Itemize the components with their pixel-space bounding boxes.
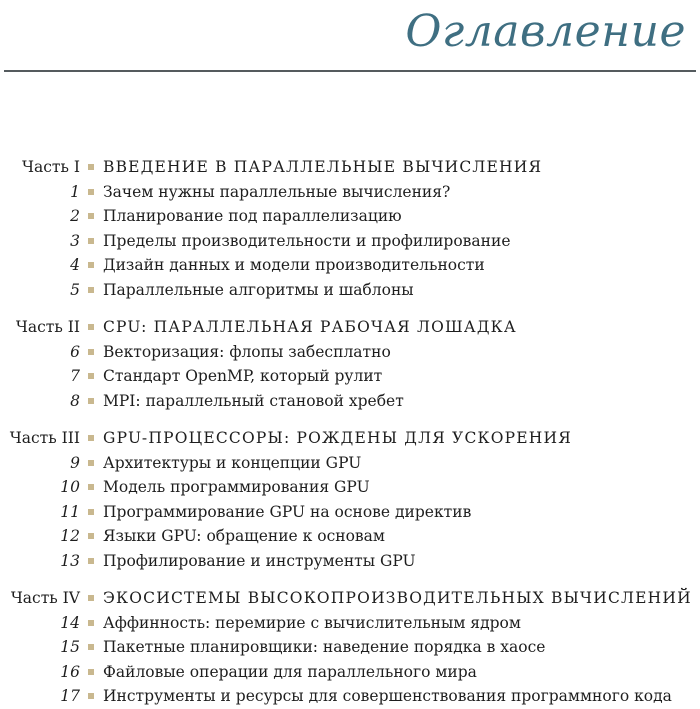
toc-chapter-item[interactable]	[0, 253, 700, 278]
toc-chapter-item[interactable]	[0, 684, 700, 709]
square-bullet-icon	[88, 509, 94, 515]
square-bullet-icon	[88, 644, 94, 650]
toc-chapter-item[interactable]	[0, 451, 700, 476]
toc-part	[0, 155, 700, 302]
toc-chapter-item[interactable]	[0, 549, 700, 574]
square-bullet-icon	[88, 213, 94, 219]
toc-chapter-item[interactable]	[0, 229, 700, 254]
square-bullet-icon	[88, 238, 94, 244]
chapter-number: 16	[60, 662, 80, 681]
chapter-title: Файловые операции для параллельного мира	[103, 662, 477, 681]
part-title: ЭКОСИСТЕМЫ ВЫСОКОПРОИЗВОДИТЕЛЬНЫХ ВЫЧИСЛЕНИЙ	[103, 589, 692, 608]
part-label: Часть I	[22, 158, 80, 177]
toc-chapter-item[interactable]	[0, 635, 700, 660]
chapter-title: Аффинность: перемирие с вычислительным ядром	[103, 613, 521, 632]
square-bullet-icon	[88, 693, 94, 699]
chapter-title: Языки GPU: обращение к основам	[103, 527, 385, 546]
toc-part	[0, 426, 700, 573]
chapter-title: Пакетные планировщики: наведение порядка в хаосе	[103, 638, 546, 657]
square-bullet-icon	[88, 484, 94, 490]
square-bullet-icon	[88, 460, 94, 466]
chapter-title: Инструменты и ресурсы для совершенствования программного кода	[103, 687, 672, 706]
toc-chapter-item[interactable]	[0, 180, 700, 205]
toc-chapter-item[interactable]	[0, 389, 700, 414]
square-bullet-icon	[88, 349, 94, 355]
part-label: Часть II	[15, 318, 80, 337]
title-divider	[4, 70, 696, 72]
chapter-number: 5	[70, 280, 80, 299]
part-title: GPU-ПРОЦЕССОРЫ: РОЖДЕНЫ ДЛЯ УСКОРЕНИЯ	[103, 429, 572, 448]
chapter-number: 15	[60, 638, 80, 657]
square-bullet-icon	[88, 189, 94, 195]
toc-chapter-item[interactable]	[0, 660, 700, 685]
chapter-title: Пределы производительности и профилирование	[103, 231, 511, 250]
square-bullet-icon	[88, 595, 94, 601]
chapter-title: Дизайн данных и модели производительности	[103, 256, 485, 275]
part-label: Часть III	[9, 429, 80, 448]
page-title: Оглавление	[405, 6, 686, 57]
chapter-number: 13	[60, 551, 80, 570]
toc-part-heading[interactable]	[0, 155, 700, 180]
chapter-number: 14	[60, 613, 80, 632]
toc-chapter-item[interactable]	[0, 364, 700, 389]
square-bullet-icon	[88, 620, 94, 626]
chapter-number: 7	[70, 367, 80, 386]
toc-part-heading[interactable]	[0, 586, 700, 611]
part-title: CPU: ПАРАЛЛЕЛЬНАЯ РАБОЧАЯ ЛОШАДКА	[103, 318, 517, 337]
chapter-title: Векторизация: флопы забесплатно	[103, 342, 391, 361]
chapter-number: 9	[70, 453, 80, 472]
chapter-title: Параллельные алгоритмы и шаблоны	[103, 280, 414, 299]
toc-part	[0, 315, 700, 413]
square-bullet-icon	[88, 262, 94, 268]
chapter-title: Планирование под параллелизацию	[103, 207, 402, 226]
square-bullet-icon	[88, 398, 94, 404]
chapter-title: Профилирование и инструменты GPU	[103, 551, 416, 570]
part-title: ВВЕДЕНИЕ В ПАРАЛЛЕЛЬНЫЕ ВЫЧИСЛЕНИЯ	[103, 158, 543, 177]
toc-chapter-item[interactable]	[0, 475, 700, 500]
square-bullet-icon	[88, 558, 94, 564]
chapter-number: 10	[60, 478, 80, 497]
chapter-number: 17	[60, 687, 80, 706]
chapter-title: MPI: параллельный становой хребет	[103, 391, 404, 410]
chapter-number: 3	[70, 231, 80, 250]
part-label: Часть IV	[10, 589, 80, 608]
toc-part-heading[interactable]	[0, 426, 700, 451]
square-bullet-icon	[88, 287, 94, 293]
toc-chapter-item[interactable]	[0, 278, 700, 303]
square-bullet-icon	[88, 324, 94, 330]
chapter-title: Зачем нужны параллельные вычисления?	[103, 182, 451, 201]
toc-part	[0, 586, 700, 709]
table-of-contents	[0, 155, 700, 709]
toc-chapter-item[interactable]	[0, 611, 700, 636]
chapter-number: 6	[70, 342, 80, 361]
chapter-number: 11	[60, 502, 80, 521]
chapter-title: Стандарт OpenMP, который рулит	[103, 367, 383, 386]
chapter-number: 8	[70, 391, 80, 410]
chapter-number: 2	[70, 207, 80, 226]
square-bullet-icon	[88, 533, 94, 539]
chapter-title: Архитектуры и концепции GPU	[103, 453, 362, 472]
toc-chapter-item[interactable]	[0, 524, 700, 549]
toc-part-heading[interactable]	[0, 315, 700, 340]
toc-chapter-item[interactable]	[0, 204, 700, 229]
square-bullet-icon	[88, 435, 94, 441]
square-bullet-icon	[88, 164, 94, 170]
chapter-title: Модель программирования GPU	[103, 478, 370, 497]
square-bullet-icon	[88, 373, 94, 379]
chapter-title: Программирование GPU на основе директив	[103, 502, 472, 521]
chapter-number: 12	[60, 527, 80, 546]
toc-chapter-item[interactable]	[0, 500, 700, 525]
chapter-number: 4	[70, 256, 80, 275]
chapter-number: 1	[70, 182, 80, 201]
toc-chapter-item[interactable]	[0, 340, 700, 365]
square-bullet-icon	[88, 669, 94, 675]
